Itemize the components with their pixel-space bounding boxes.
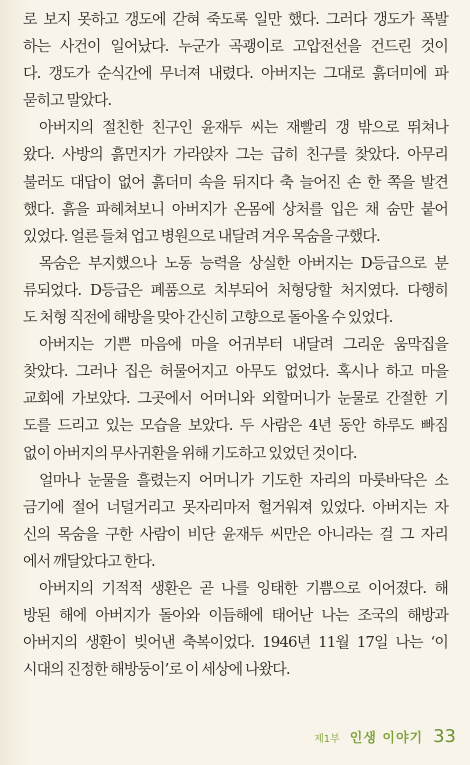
text-line: 아버지의 생환이 빚어낸 축복이었다. 1946년 11월 17일 나는 ‘이 (23, 633, 448, 652)
text-line: 금기에 절어 너덜거리고 못자리마저 헐거워져 있었다. 아버지는 자 (23, 497, 448, 516)
text-line: 신의 목숨을 구한 사람이 비단 윤재두 씨만은 아니라는 걸 그 자리 (23, 524, 448, 543)
text-line: 류되었다. D등급은 폐품으로 치부되어 처형당할 처지였다. 다행히 (23, 280, 448, 299)
text-line: 방된 해에 아버지가 돌아와 이듬해에 태어난 나는 조국의 해방과 (23, 606, 448, 625)
text-line: 있었다. 얼른 들쳐 업고 병원으로 내달려 겨우 목숨을 구했다. (23, 226, 380, 245)
page-number: 33 (433, 726, 456, 747)
text-line: 에서 깨달았다고 한다. (23, 551, 155, 570)
text-line: 아버지의 기적적 생환은 곧 나를 잉태한 기쁨으로 이어졌다. 해 (39, 578, 448, 597)
text-line: 도를 드리고 있는 모습을 보았다. 두 사람은 4년 동안 하루도 빠짐 (23, 416, 448, 435)
text-line: 없이 아버지의 무사귀환을 위해 기도하고 있었던 것이다. (23, 443, 357, 462)
text-line: 불러도 대답이 없어 흙더미 속을 뒤지다 축 늘어진 손 한 쪽을 발견 (23, 172, 448, 191)
text-line: 아버지는 기쁜 마음에 마을 어귀부터 내달려 그리운 움막집을 (39, 335, 448, 354)
text-line: 다. 갱도가 순식간에 무너져 내렸다. 아버지는 그대로 흙더미에 파 (23, 64, 448, 83)
text-line: 찾았다. 그러나 집은 허물어지고 아무도 없었다. 혹시나 하고 마을 (23, 362, 448, 381)
footer-section-title: 인생 이야기 (349, 731, 424, 746)
text-line: 도 처형 직전에 해방을 맞아 간신히 고향으로 돌아올 수 있었다. (23, 308, 393, 327)
text-line: 왔다. 사방의 흙먼지가 가라앉자 그는 급히 친구를 찾았다. 아무리 (23, 145, 448, 164)
footer-part-label: 제1부 (314, 734, 340, 745)
page-footer (314, 726, 456, 747)
text-line: 시대의 진정한 해방둥이’로 이 세상에 나왔다. (23, 660, 290, 679)
text-line: 아버지의 절친한 친구인 윤재두 씨는 재빨리 갱 밖으로 뛰쳐나 (39, 118, 448, 137)
text-line: 목숨은 부지했으나 노동 능력을 상실한 아버지는 D등급으로 분 (39, 253, 448, 272)
body-text (23, 6, 448, 683)
text-line: 얼마나 눈물을 흘렸는지 어머니가 기도한 자리의 마룻바닥은 소 (39, 470, 448, 489)
text-line: 교회에 가보았다. 그곳에서 어머니와 외할머니가 눈물로 간절한 기 (23, 389, 448, 408)
text-line: 하는 사건이 일어났다. 누군가 곡괭이로 고압전선을 건드린 것이 (23, 37, 448, 56)
text-line: 로 보지 못하고 갱도에 갇혀 죽도록 일만 했다. 그러다 갱도가 폭발 (23, 10, 448, 28)
text-line: 묻히고 말았다. (23, 91, 112, 110)
text-line: 했다. 흙을 파헤쳐보니 아버지가 온몸에 상처를 입은 채 숨만 붙어 (23, 199, 448, 218)
